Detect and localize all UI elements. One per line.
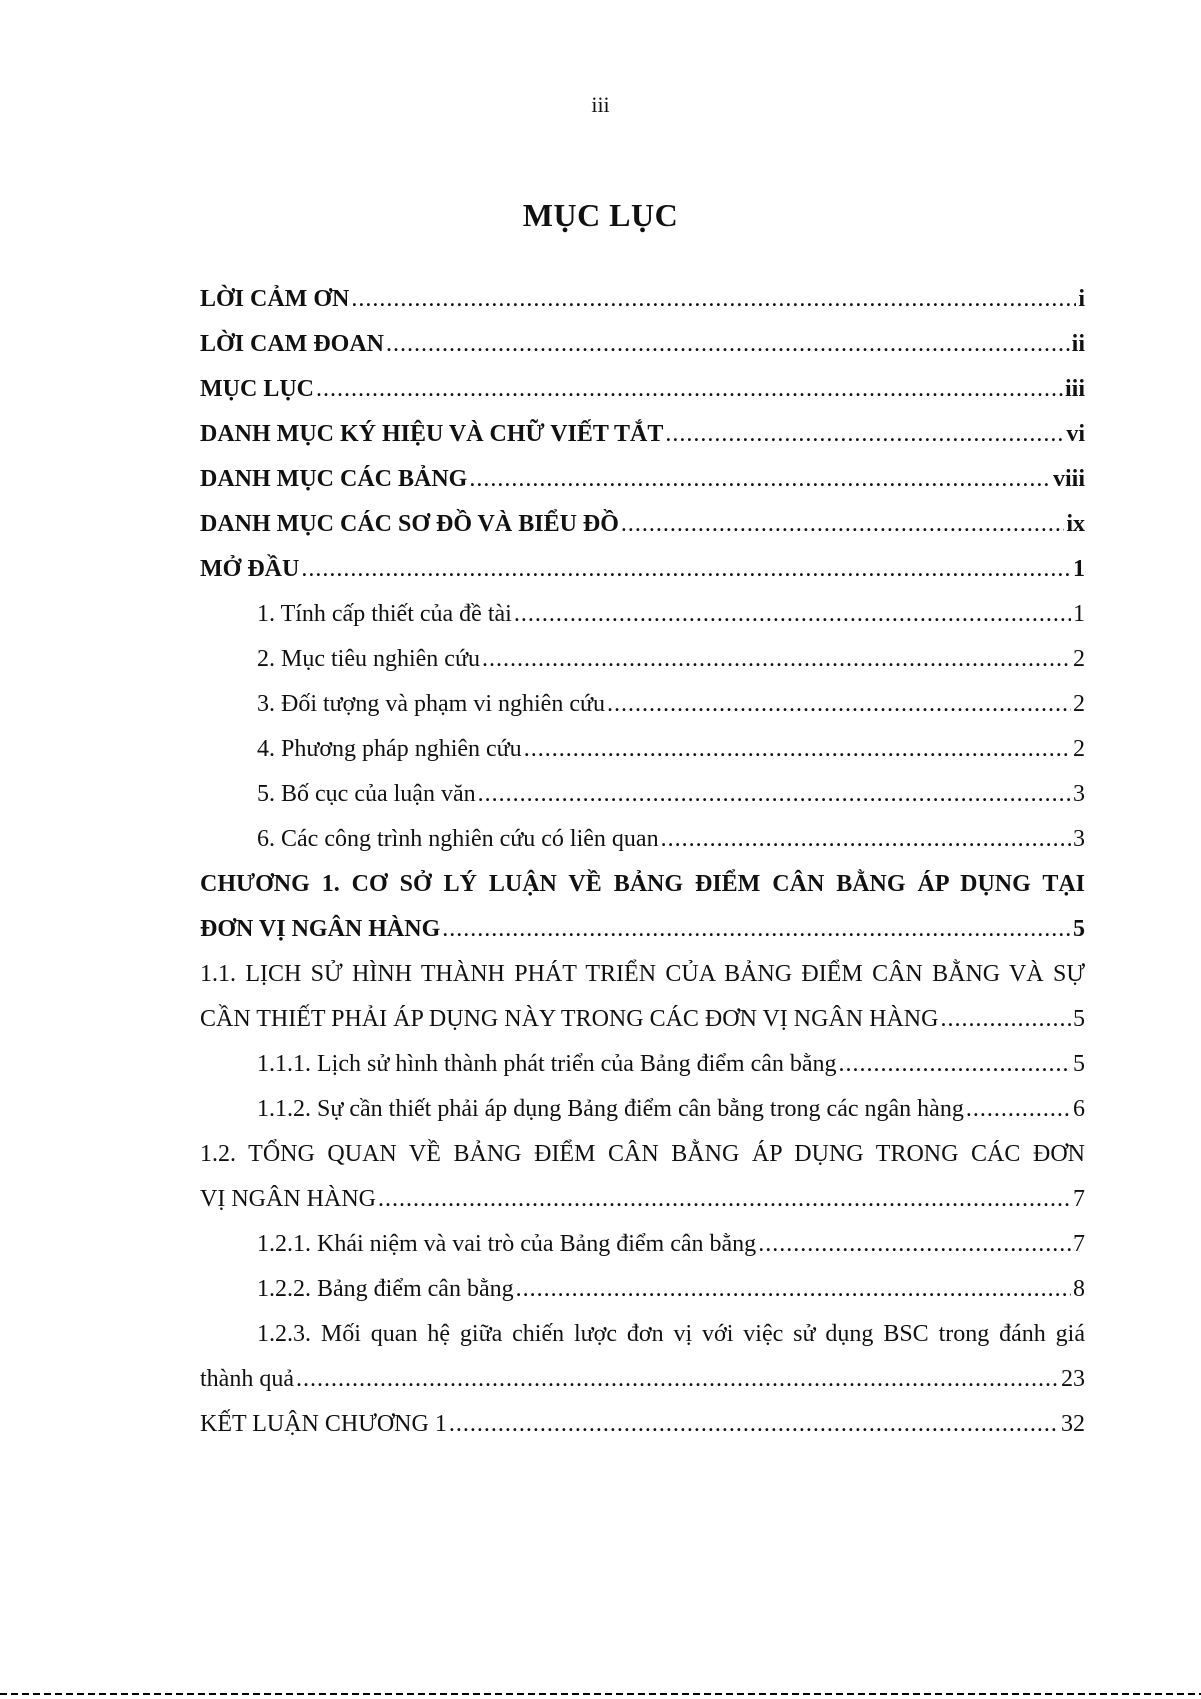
dot-leader — [351, 277, 1076, 322]
entry-text: 1.2.3. Mối quan hệ giữa chiến lược đơn vị với việc sử dụng BSC trong đánh giá — [257, 1321, 1085, 1347]
dot-leader — [621, 502, 1064, 547]
dot-leader — [482, 637, 1071, 682]
dot-leader — [940, 997, 1071, 1042]
dot-leader — [469, 457, 1051, 502]
entry-text: CHƯƠNG 1. CƠ SỞ LÝ LUẬN VỀ BẢNG ĐIỂM CÂN BẰNG ÁP DỤNG TẠI — [200, 871, 1085, 897]
dot-leader — [966, 1087, 1071, 1132]
dot-leader — [301, 547, 1071, 592]
entry-text: DANH MỤC CÁC BẢNG — [200, 466, 468, 492]
dot-leader — [839, 1042, 1071, 1087]
entry-page: ix — [1066, 511, 1085, 537]
dot-leader — [661, 817, 1071, 862]
toc-entry-1-2-1[interactable] — [200, 1222, 1085, 1267]
entry-page: 1 — [1073, 601, 1085, 627]
toc-entry-1-2-3-line2[interactable] — [200, 1357, 1085, 1402]
dot-leader — [478, 772, 1071, 817]
toc-entry-chuong-1-line1[interactable] — [200, 862, 1085, 907]
table-of-contents — [200, 277, 1085, 1447]
entry-page: 3 — [1073, 781, 1085, 807]
dot-leader — [516, 1267, 1071, 1312]
entry-page: 2 — [1073, 736, 1085, 762]
entry-text: 5. Bố cục của luận văn — [257, 781, 476, 807]
toc-entry-diagrams[interactable] — [200, 502, 1085, 547]
toc-entry-1[interactable] — [200, 592, 1085, 637]
entry-page: iii — [1064, 376, 1085, 402]
toc-entry-5[interactable] — [200, 772, 1085, 817]
toc-entry-1-1-1[interactable] — [200, 1042, 1085, 1087]
toc-entry-1-1-line2[interactable] — [200, 997, 1085, 1042]
entry-text: 6. Các công trình nghiên cứu có liên quan — [257, 826, 659, 852]
entry-page: 7 — [1073, 1231, 1085, 1257]
entry-page: 5 — [1073, 916, 1085, 942]
page-number: iii — [591, 92, 610, 117]
entry-text: ĐƠN VỊ NGÂN HÀNG — [200, 916, 441, 942]
toc-entry-4[interactable] — [200, 727, 1085, 772]
entry-text: 1.1.1. Lịch sử hình thành phát triển của Bảng điểm cân bằng — [257, 1051, 837, 1077]
dot-leader — [296, 1357, 1059, 1402]
entry-text: 4. Phương pháp nghiên cứu — [257, 736, 522, 762]
toc-entry-tables[interactable] — [200, 457, 1085, 502]
entry-text: 1.1. LỊCH SỬ HÌNH THÀNH PHÁT TRIỂN CỦA BẢNG ĐIỂM CÂN BẰNG VÀ SỰ — [200, 961, 1085, 987]
dot-leader — [524, 727, 1071, 772]
page-bottom-border — [0, 1693, 1201, 1695]
entry-page: 7 — [1073, 1186, 1085, 1212]
toc-entry-ket-luan-chuong-1[interactable] — [200, 1402, 1085, 1447]
entry-page: i — [1078, 286, 1085, 312]
dot-leader — [386, 322, 1070, 367]
toc-title: MỤC LỤC — [522, 197, 679, 233]
entry-page: 5 — [1073, 1006, 1085, 1032]
toc-entry-1-2-line1[interactable] — [200, 1132, 1085, 1177]
entry-text: 1.2.1. Khái niệm và vai trò của Bảng điểm cân bằng — [257, 1231, 757, 1257]
toc-entry-2[interactable] — [200, 637, 1085, 682]
entry-page: 2 — [1073, 691, 1085, 717]
entry-text: LỜI CAM ĐOAN — [200, 331, 384, 357]
toc-entry-mo-dau[interactable] — [200, 547, 1085, 592]
toc-entry-1-2-line2[interactable] — [200, 1177, 1085, 1222]
entry-text: MỞ ĐẦU — [200, 556, 300, 582]
entry-page: 2 — [1073, 646, 1085, 672]
toc-entry-6[interactable] — [200, 817, 1085, 862]
toc-entry-loi-cam-on[interactable] — [200, 277, 1085, 322]
entry-text: 3. Đối tượng và phạm vi nghiên cứu — [257, 691, 605, 717]
entry-text: DANH MỤC CÁC SƠ ĐỒ VÀ BIỂU ĐỒ — [200, 511, 619, 537]
entry-text: CẦN THIẾT PHẢI ÁP DỤNG NÀY TRONG CÁC ĐƠN VỊ NGÂN HÀNG — [200, 1006, 939, 1032]
entry-text: 1.2.2. Bảng điểm cân bằng — [257, 1276, 514, 1302]
entry-page: 23 — [1061, 1366, 1085, 1392]
entry-page: 1 — [1073, 556, 1085, 582]
toc-entry-chuong-1-line2[interactable] — [200, 907, 1085, 952]
entry-page: ii — [1071, 331, 1085, 357]
toc-entry-1-1-2[interactable] — [200, 1087, 1085, 1132]
entry-text: 2. Mục tiêu nghiên cứu — [257, 646, 480, 672]
toc-entry-3[interactable] — [200, 682, 1085, 727]
entry-text: LỜI CẢM ƠN — [200, 286, 350, 312]
entry-text: 1. Tính cấp thiết của đề tài — [257, 601, 512, 627]
dot-leader — [442, 907, 1071, 952]
entry-page: 5 — [1073, 1051, 1085, 1077]
dot-leader — [758, 1222, 1071, 1267]
toc-entry-1-1-line1[interactable] — [200, 952, 1085, 997]
toc-entry-muc-luc[interactable] — [200, 367, 1085, 412]
entry-text: VỊ NGÂN HÀNG — [200, 1186, 376, 1212]
entry-page: vi — [1066, 421, 1085, 447]
dot-leader — [449, 1402, 1059, 1447]
dot-leader — [514, 592, 1071, 637]
toc-entry-1-2-2[interactable] — [200, 1267, 1085, 1312]
entry-page: 3 — [1073, 826, 1085, 852]
toc-entry-abbreviations[interactable] — [200, 412, 1085, 457]
entry-text: DANH MỤC KÝ HIỆU VÀ CHỮ VIẾT TẮT — [200, 421, 664, 447]
entry-page: 8 — [1073, 1276, 1085, 1302]
toc-entry-1-2-3-line1[interactable] — [200, 1312, 1085, 1357]
entry-text: MỤC LỤC — [200, 376, 314, 402]
toc-entry-loi-cam-doan[interactable] — [200, 322, 1085, 367]
entry-page: 6 — [1073, 1096, 1085, 1122]
entry-text: thành quả — [200, 1366, 294, 1392]
entry-page: viii — [1052, 466, 1085, 492]
entry-text: KẾT LUẬN CHƯƠNG 1 — [200, 1411, 447, 1437]
dot-leader — [665, 412, 1064, 457]
dot-leader — [378, 1177, 1071, 1222]
entry-text: 1.1.2. Sự cần thiết phải áp dụng Bảng điểm cân bằng trong các ngân hàng — [257, 1096, 964, 1122]
entry-page: 32 — [1061, 1411, 1085, 1437]
dot-leader — [316, 367, 1063, 412]
dot-leader — [607, 682, 1071, 727]
entry-text: 1.2. TỔNG QUAN VỀ BẢNG ĐIỂM CÂN BẰNG ÁP DỤNG TRONG CÁC ĐƠN — [200, 1141, 1085, 1167]
